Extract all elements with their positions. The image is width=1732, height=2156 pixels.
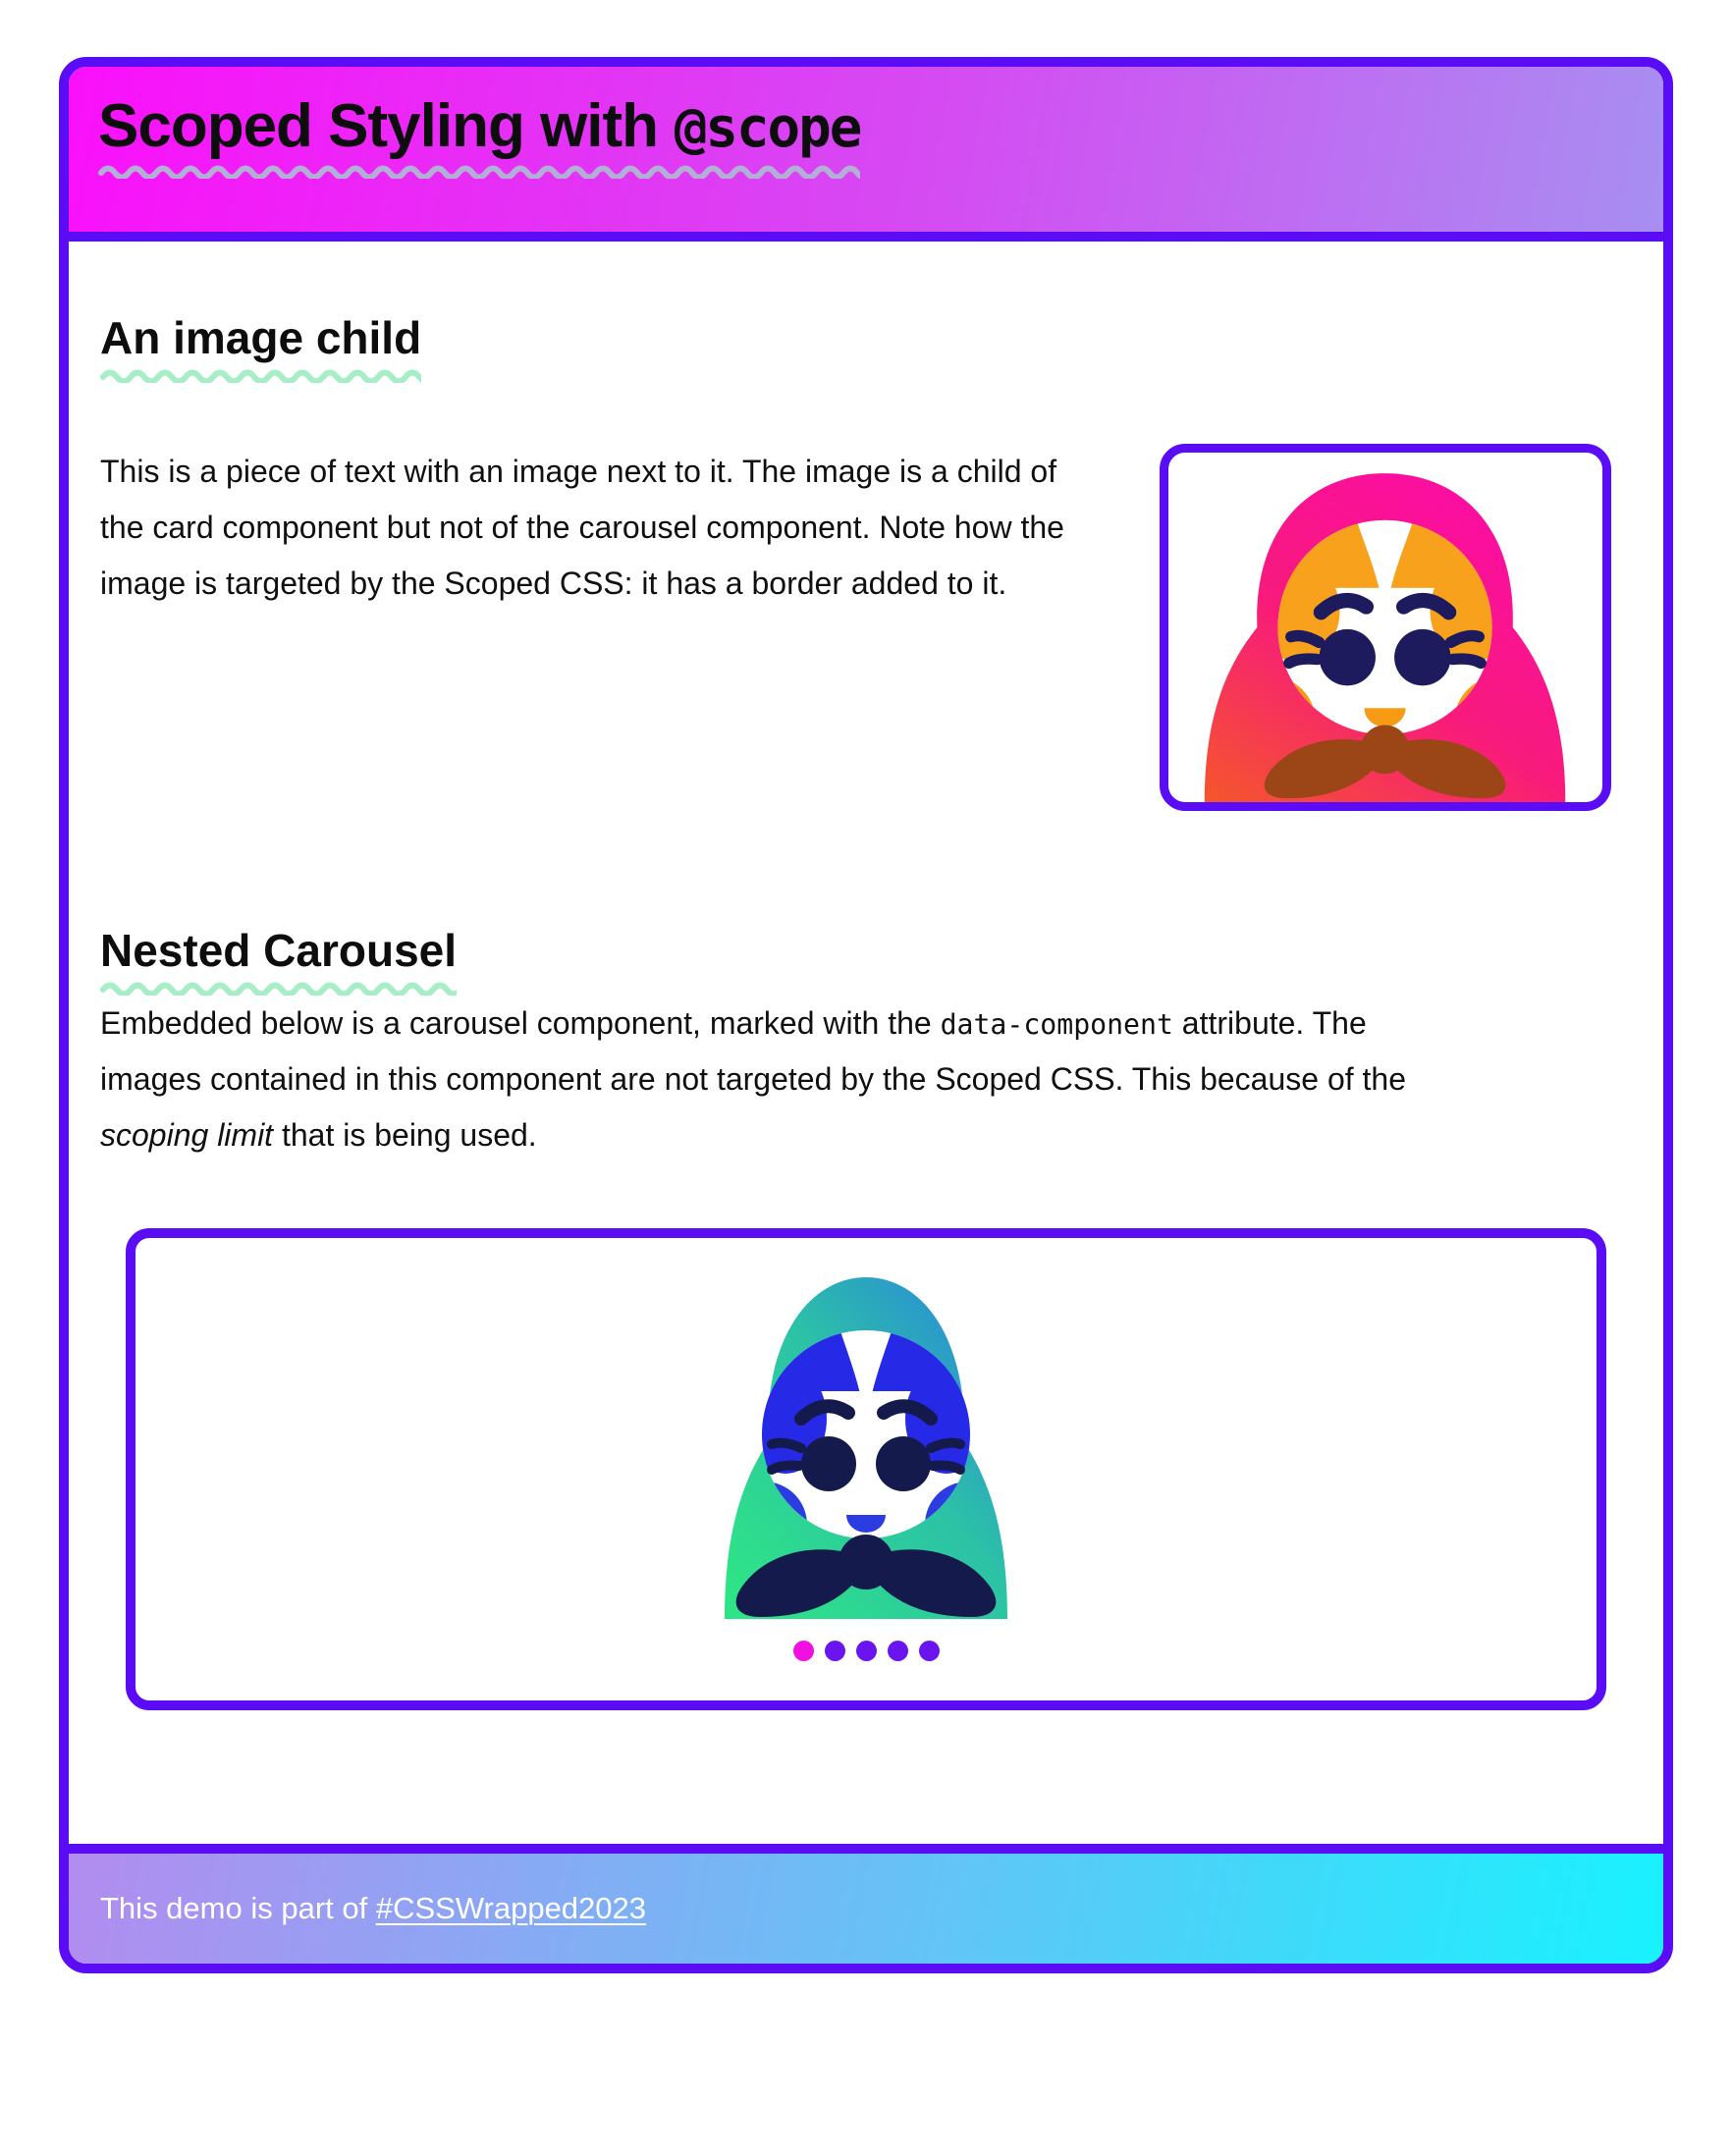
carousel-dot[interactable]	[793, 1641, 814, 1661]
carousel[interactable]	[126, 1228, 1606, 1710]
matryoshka-pink-image	[1160, 444, 1611, 811]
carousel-dot[interactable]	[825, 1641, 845, 1661]
demo-card	[59, 57, 1673, 1973]
page-title-code: @scope	[674, 96, 861, 160]
section-heading-image-child: An image child	[100, 312, 1632, 383]
image-child-paragraph: This is a piece of text with an image next to it. The image is a child of the card component but not of the carousel component. Note how the image is targeted by the Scoped CSS: it has a border added to it.	[100, 454, 1064, 602]
page-title	[98, 92, 1634, 179]
image-child-row	[100, 444, 1632, 811]
section-heading-nested-carousel: Nested Carousel	[100, 925, 1632, 996]
carousel-dot[interactable]	[888, 1641, 908, 1661]
nested-carousel-paragraph: Embedded below is a carousel component, marked with the data-component attribute. The images contained in this component are not targeted by the Scoped CSS. This because of the scoping limit that is being used.	[100, 1005, 1407, 1154]
wavy-underline-icon	[100, 366, 421, 383]
carousel-dots	[793, 1641, 940, 1661]
data-component-code: data-component	[940, 1008, 1173, 1042]
page-title-text: Scoped Styling with	[98, 92, 659, 160]
matryoshka-green-icon	[670, 1254, 1062, 1619]
carousel-dot[interactable]	[856, 1641, 877, 1661]
carousel-dot[interactable]	[919, 1641, 940, 1661]
csswrapped-link[interactable]: #CSSWrapped2023	[375, 1891, 647, 1926]
card-header	[69, 67, 1663, 242]
card-footer	[69, 1844, 1663, 1964]
card-main	[69, 242, 1663, 1710]
scoping-limit-emphasis: scoping limit	[100, 1117, 274, 1154]
footer-text: This demo is part of #CSSWrapped2023	[100, 1891, 647, 1926]
wavy-underline-icon	[100, 979, 457, 996]
wavy-underline-icon	[98, 162, 860, 179]
matryoshka-pink-icon	[1178, 453, 1592, 802]
